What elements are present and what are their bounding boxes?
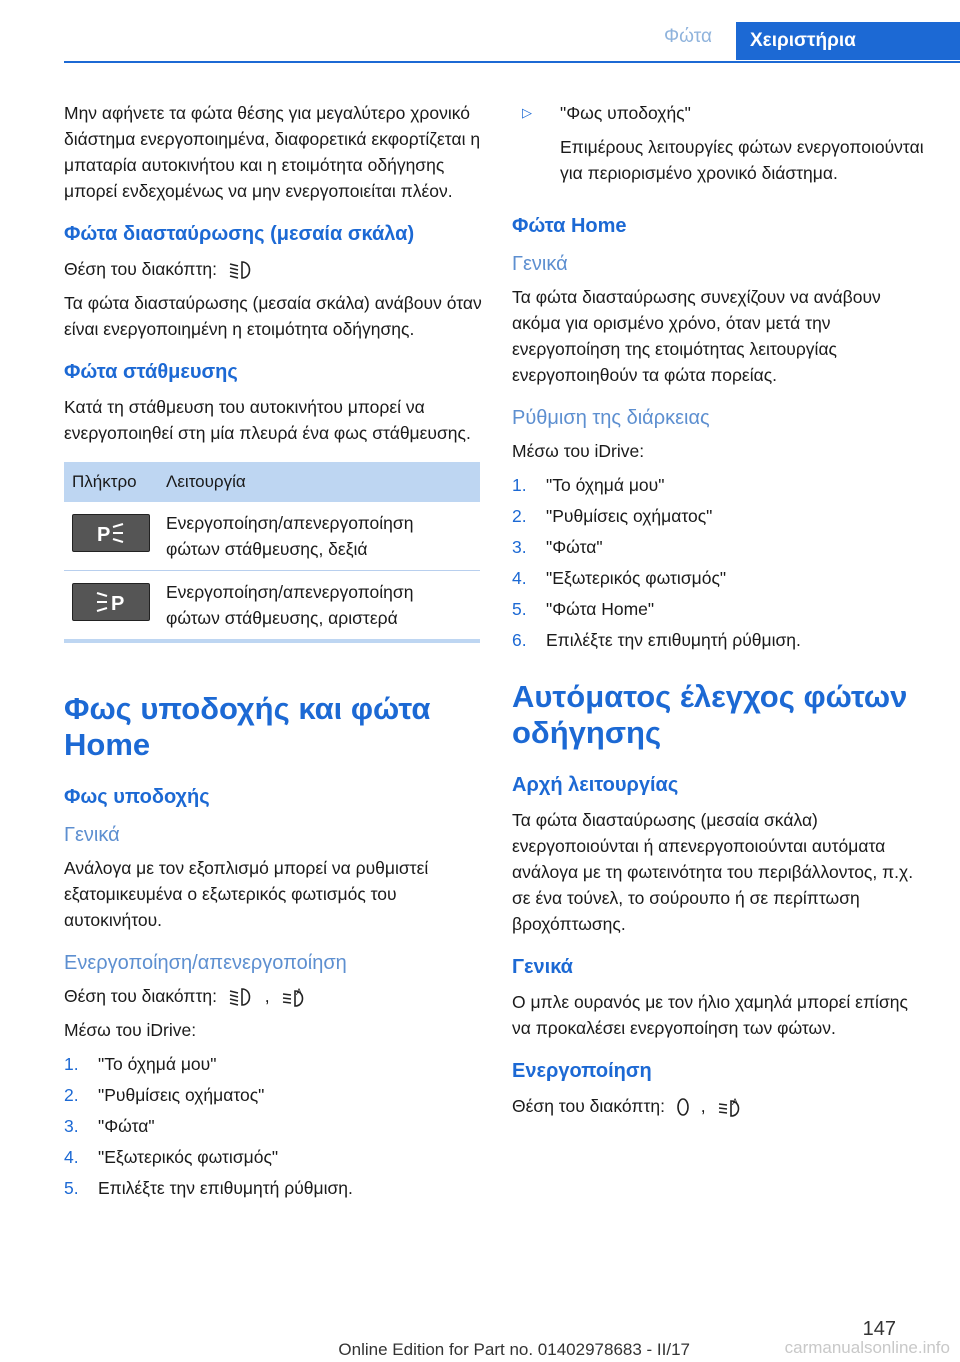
step-number: 6.	[512, 630, 527, 650]
step-number: 3.	[64, 1116, 79, 1136]
step-text: "Εξωτερικός φωτισμός"	[546, 568, 727, 588]
table-cell-key	[64, 502, 158, 571]
parking-keys-table	[64, 462, 480, 643]
step-text: Επιλέξτε την επιθυμητή ρύθμιση.	[546, 630, 801, 650]
watermark: carmanualsonline.info	[784, 1338, 950, 1357]
list-item	[64, 1113, 484, 1139]
edition-info: Online Edition for Part no. 01402978683 - II/17	[338, 1340, 690, 1359]
step-text: "Εξωτερικός φωτισμός"	[98, 1147, 279, 1167]
bullet-content	[560, 100, 928, 202]
heading-general: Γενικά	[64, 824, 120, 846]
table-header-row	[64, 462, 480, 502]
list-item	[512, 627, 928, 653]
switch-position-low-beam	[64, 256, 484, 282]
principle-paragraph: Τα φώτα διασταύρωσης (μεσαία σκάλα) ενεργοποιούνται ή απενεργοποιούνται αυτόματα ανάλογα με τη φωτεινότητα του περιβάλλοντος, π.χ. σε ένα τούνελ, το σούρουπο ή σε περίπτωση βροχόπτωσης.	[512, 810, 914, 934]
switch-off-position-icon	[674, 1096, 692, 1118]
switch-position-label: Θέση του διακόπτη:	[512, 1096, 665, 1116]
table-row	[64, 502, 480, 571]
comma-separator: ,	[264, 986, 270, 1006]
step-text: "Φώτα"	[546, 537, 603, 557]
step-number: 5.	[512, 599, 527, 619]
switch-position-welcome	[64, 983, 484, 1009]
step-number: 2.	[512, 506, 527, 526]
list-item	[512, 596, 928, 622]
bullet-text: Επιμέρους λειτουργίες φώτων ενεργοποιούνται για περιορισμένο χρονικό διάστημα.	[560, 137, 924, 183]
step-number: 1.	[64, 1054, 79, 1074]
header-section: Φώτα	[664, 26, 712, 47]
list-item	[64, 1082, 484, 1108]
page-number: 147	[862, 1318, 896, 1340]
step-text: "Ρυθμίσεις οχήματος"	[98, 1085, 265, 1105]
via-idrive-label: Μέσω του iDrive:	[512, 441, 645, 461]
parking-paragraph: Κατά τη στάθμευση του αυτοκινήτου μπορεί να ενεργοποιηθεί στη μία πλευρά ένα φως στάθμευσης.	[64, 397, 471, 443]
parking-light-right-key-icon	[72, 514, 150, 552]
table-cell-key	[64, 571, 158, 642]
auto-headlight-icon	[279, 986, 309, 1008]
step-text: "Φώτα"	[98, 1116, 155, 1136]
list-item	[512, 565, 928, 591]
heading-low-beam: Φώτα διασταύρωσης (μεσαία σκάλα)	[64, 223, 415, 245]
low-beam-icon	[226, 986, 256, 1008]
heading-welcome-light: Φως υποδοχής	[64, 786, 210, 808]
auto-headlight-icon	[715, 1096, 745, 1118]
heading-general: Γενικά	[512, 956, 573, 978]
svg-text:P: P	[97, 524, 111, 545]
step-number: 4.	[64, 1147, 79, 1167]
step-number: 1.	[512, 475, 527, 495]
heading-on-off: Ενεργοποίηση/απενεργοποίηση	[64, 952, 347, 974]
heading-parking-lights: Φώτα στάθμευσης	[64, 361, 238, 383]
via-idrive-label: Μέσω του iDrive:	[64, 1020, 197, 1040]
idrive-steps-list	[64, 1051, 484, 1201]
heading-auto-headlight: Αυτόματος έλεγχος φώτων οδήγησης	[512, 679, 908, 750]
general-paragraph: Ο μπλε ουρανός με τον ήλιο χαμηλά μπορεί επίσης να προκαλέσει ενεργοποίηση των φώτων.	[512, 992, 908, 1038]
bullet-title: "Φως υποδοχής"	[560, 103, 691, 123]
table-header-key: Πλήκτρο	[64, 462, 158, 502]
heading-activation: Ενεργοποίηση	[512, 1060, 652, 1082]
parking-light-left-key-icon	[72, 583, 150, 621]
step-text: "Φώτα Home"	[546, 599, 655, 619]
heading-welcome-home: Φως υποδοχής και φώτα Home	[64, 691, 431, 762]
idrive-steps-list	[512, 472, 928, 653]
table-row	[64, 571, 480, 642]
page-header	[0, 0, 960, 64]
list-item	[64, 1175, 484, 1201]
switch-position-label: Θέση του διακόπτη:	[64, 986, 217, 1006]
step-text: "Ρυθμίσεις οχήματος"	[546, 506, 713, 526]
header-chapter-tab: Χειριστήρια	[736, 22, 960, 60]
low-beam-paragraph: Τα φώτα διασταύρωσης (μεσαία σκάλα) ανάβουν όταν είναι ενεργοποιημένη η ετοιμότητα οδήγησης.	[64, 293, 482, 339]
list-item	[64, 1051, 484, 1077]
comma-separator: ,	[700, 1096, 706, 1116]
bullet-triangle-icon: ▷	[522, 105, 532, 120]
heading-principle: Αρχή λειτουργίας	[512, 774, 679, 796]
svg-text:A: A	[731, 1097, 738, 1108]
list-item	[64, 1144, 484, 1170]
right-column	[512, 100, 928, 1127]
table-header-function: Λειτουργία	[158, 462, 480, 502]
step-number: 3.	[512, 537, 527, 557]
low-beam-icon	[226, 259, 256, 281]
table-cell-function: Ενεργοποίηση/απενεργοποίηση φώτων στάθμευσης, αριστερά	[158, 571, 480, 642]
table-cell-function: Ενεργοποίηση/απενεργοποίηση φώτων στάθμευσης, δεξιά	[158, 502, 480, 571]
svg-text:A: A	[295, 987, 302, 998]
heading-general: Γενικά	[512, 253, 568, 275]
header-rule	[64, 61, 960, 63]
home-paragraph: Τα φώτα διασταύρωσης συνεχίζουν να ανάβουν ακόμα για ορισμένο χρόνο, όταν μετά την ενεργοποίηση της ετοιμότητας λειτουργίας ενεργοποιηθούν τα φώτα πορείας.	[512, 287, 881, 385]
list-item	[512, 534, 928, 560]
step-text: "Το όχημά μου"	[546, 475, 665, 495]
step-text: Επιλέξτε την επιθυμητή ρύθμιση.	[98, 1178, 353, 1198]
bullet-welcome-light	[512, 100, 928, 202]
switch-position-label: Θέση του διακόπτη:	[64, 259, 217, 279]
heading-home-lights: Φώτα Home	[512, 215, 627, 237]
warning-paragraph: Μην αφήνετε τα φώτα θέσης για μεγαλύτερο χρονικό διάστημα ενεργοποιημένα, διαφορετικά εκφορτίζεται η μπαταρία αυτοκινήτου και η ετοιμότητα οδήγησης μπορεί ενδεχομένως να μην ενεργοποιείται πλέον.	[64, 103, 481, 201]
step-number: 4.	[512, 568, 527, 588]
step-number: 5.	[64, 1178, 79, 1198]
switch-position-activation	[512, 1093, 928, 1119]
left-column	[64, 100, 484, 1213]
step-text: "Το όχημά μου"	[98, 1054, 217, 1074]
svg-text:P: P	[111, 593, 125, 614]
step-number: 2.	[64, 1085, 79, 1105]
list-item	[512, 472, 928, 498]
list-item	[512, 503, 928, 529]
heading-duration: Ρύθμιση της διάρκειας	[512, 407, 710, 429]
general-paragraph: Ανάλογα με τον εξοπλισμό μπορεί να ρυθμιστεί εξατομικευμένα ο εξωτερικός φωτισμός του αυτοκινήτου.	[64, 858, 429, 930]
